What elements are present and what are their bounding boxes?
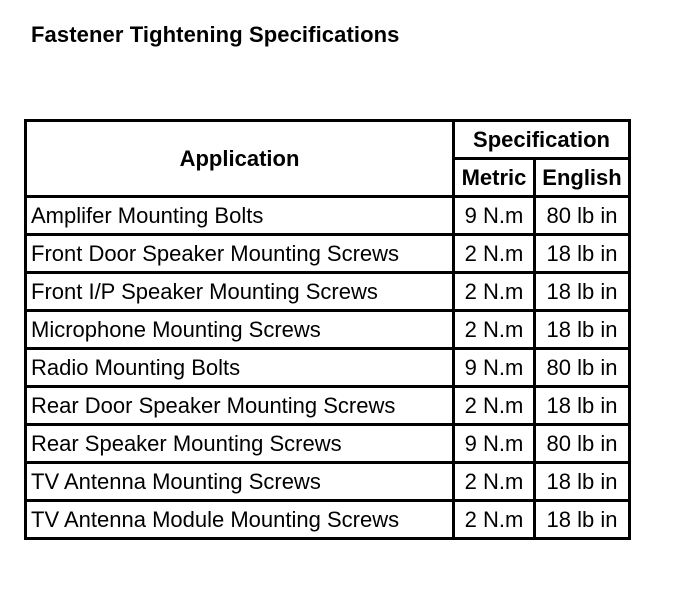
metric-cell: 2 N.m [454,235,535,273]
english-cell: 18 lb in [535,463,630,501]
english-cell: 18 lb in [535,273,630,311]
fastener-spec-table [24,119,631,540]
table-row [26,463,630,501]
metric-header: Metric [454,159,535,197]
metric-cell: 9 N.m [454,425,535,463]
specification-header: Specification [454,121,630,159]
english-cell: 18 lb in [535,235,630,273]
application-cell: TV Antenna Mounting Screws [26,463,454,501]
application-cell: TV Antenna Module Mounting Screws [26,501,454,539]
english-cell: 80 lb in [535,197,630,235]
table-row [26,349,630,387]
table-row [26,235,630,273]
table-row [26,425,630,463]
metric-cell: 2 N.m [454,501,535,539]
application-header: Application [26,121,454,197]
application-cell: Rear Speaker Mounting Screws [26,425,454,463]
metric-cell: 9 N.m [454,349,535,387]
application-cell: Amplifer Mounting Bolts [26,197,454,235]
application-cell: Microphone Mounting Screws [26,311,454,349]
english-cell: 18 lb in [535,311,630,349]
header-row-top [26,121,630,159]
metric-cell: 2 N.m [454,273,535,311]
table-row [26,273,630,311]
metric-cell: 2 N.m [454,387,535,425]
english-header: English [535,159,630,197]
english-cell: 18 lb in [535,387,630,425]
application-cell: Radio Mounting Bolts [26,349,454,387]
metric-cell: 2 N.m [454,463,535,501]
table-row [26,501,630,539]
table-row [26,311,630,349]
application-cell: Front Door Speaker Mounting Screws [26,235,454,273]
metric-cell: 2 N.m [454,311,535,349]
application-cell: Rear Door Speaker Mounting Screws [26,387,454,425]
english-cell: 18 lb in [535,501,630,539]
english-cell: 80 lb in [535,425,630,463]
application-cell: Front I/P Speaker Mounting Screws [26,273,454,311]
english-cell: 80 lb in [535,349,630,387]
table-row [26,387,630,425]
page-title: Fastener Tightening Specifications [31,22,400,47]
table-row [26,197,630,235]
table-body [26,197,630,539]
metric-cell: 9 N.m [454,197,535,235]
table-header [26,121,630,197]
